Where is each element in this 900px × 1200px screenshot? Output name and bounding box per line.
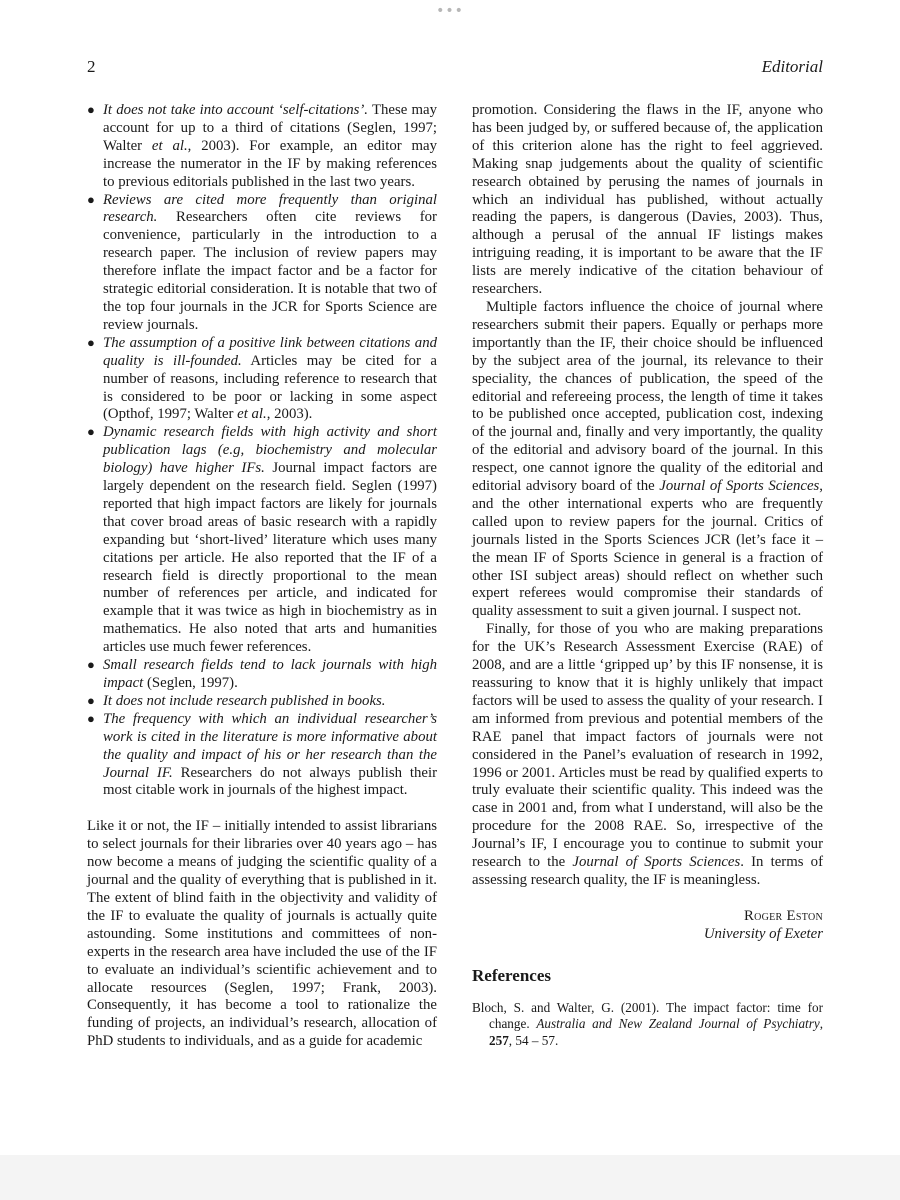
bullet-dot-icon: ● <box>87 191 95 207</box>
bullet-dot-icon: ● <box>87 102 95 117</box>
running-head: Editorial <box>761 57 823 76</box>
list-item: ● The frequency with which an individual researcher’s work is cited in the literature is more informative about the quality and impact of his or her research than the Journal IF. Researchers do not always publish their most citable work in journals of the highest impact. <box>87 710 437 799</box>
left-column <box>87 102 437 1051</box>
bullet-dot-icon: ● <box>87 424 95 440</box>
body-paragraph: Finally, for those of you who are making preparations for the UK’s Research Assessment Exercise (RAE) of 2008, and are a little ‘gripped up’ by this IF nonsense, it is reassuring to know that it is highly unlikely that impact factors will be used to assess the quality of your research. I am informed from previous and potential members of the RAE panel that impact factors of journals were not considered in the Panel’s evaluation of research in 1992, 1996 or 2001. Articles must be read by qualified experts to truly evaluate their scientific quality. This indeed was the case in 2001 and, from what I understand, will also be the procedure for the 2008 RAE. So, irrespective of the Journal’s IF, I encourage you to continue to submit your research to the Journal of Sports Sciences. In terms of assessing research quality, the IF is meaningless. <box>472 621 824 888</box>
bullet-dot-icon: ● <box>87 692 95 708</box>
list-item: ● The assumption of a positive link between citations and quality is ill-founded. Articles may be cited for a number of reasons, including reference to research that is considered to be poor or lacking in some aspect (Opthof, 1997; Walter et al., 2003). <box>87 334 437 423</box>
viewer-bottom-bar <box>0 1155 900 1200</box>
bullet-dot-icon: ● <box>87 710 95 726</box>
bullet-list <box>87 102 437 800</box>
list-item: ● Dynamic research fields with high activity and short publication lags (e.g, biochemistry and molecular biology) have higher IFs. Journal impact factors are largely dependent on the research field. Seglen (1997) reported that high impact factors are likely for journals that cover broad areas of basic research with a rapidly expanding but ‘short-lived’ literature which uses many citations per article. He also reported that the IF of a research field is directly proportional to the mean number of references per article, and indicated for example that it was twice as high in biochemistry as in mathematics. He also noted that arts and humanities articles use much fewer references. <box>87 424 437 656</box>
page-number: 2 <box>87 57 96 76</box>
list-item: ● Reviews are cited more frequently than original research. Researchers often cite reviews for convenience, particularly in the introduction to a research paper. The inclusion of review papers may therefore inflate the impact factor and be a factor for strategic editorial consideration. It is notable that two of the top four journals in the JCR for Sports Science are review journals. <box>87 191 437 333</box>
body-paragraph: promotion. Considering the flaws in the IF, anyone who has been judged by, or suffered because of, the application of this criterion alone has the right to feel aggrieved. Making snap judgements about the quality of scientific research obtained by perusing the names of journals in which an individual has published, without actually reading the papers, is dangerous (Davies, 2003). Thus, although a perusal of the annual IF listings makes intriguing reading, it is important to be aware that the IF lists are merely indicative of the citation behaviour of researchers. <box>472 102 823 298</box>
journal-title: Journal of Sports Sciences <box>659 478 820 495</box>
list-item: ● It does not take into account ‘self-citations’. These may account for up to a third of citations (Seglen, 1997; Walter et al., 2003). For example, an editor may increase the numerator in the IF by making references to previous editorials published in the last two years. <box>87 102 438 190</box>
list-item: ● Small research fields tend to lack journals with high impact (Seglen, 1997). <box>87 657 437 691</box>
references-heading: References <box>472 965 551 985</box>
author-name: Roger Eston <box>743 907 823 924</box>
body-paragraph: Multiple factors influence the choice of journal where researchers submit their papers. Equally or perhaps more importantly than the IF, their choice should be influenced by the subject area of the journal, its relevance to their speciality, the chances of publication, the speed of the editorial and refereeing process, the length of time it takes to be published once accepted, publication cost, indexing of the journal and, finally and very importantly, the quality of the editorial and advisory board of the journal. In this respect, one cannot ignore the quality of the editorial and editorial advisory board of the Journal of Sports Sciences, and the other international experts who are frequently called upon to review papers for the journal. Critics of journals listed in the Sports Sciences JCR (let’s face it – the mean IF of Sports Science in general is a fraction of other ISI subject areas) should reflect on whether such expert referees would compromise their standards of quality assessment to suit a given journal. I suspect not. <box>472 298 823 620</box>
bullet-dot-icon: ● <box>87 334 95 350</box>
right-column <box>472 102 823 1049</box>
body-paragraph: Like it or not, the IF – initially intended to assist librarians to select journals for their libraries over 40 years ago – has now become a means of judging the scientific quality of a journal and the quality of everything that is published in it. The extent of blind faith in the objectivity and validity of the IF to evaluate the quality of journals is actually quite astounding. Some institutions and committees of non-experts in the research area have included the use of the IF to evaluate an individual’s scientific achievement and to allocate resources (Seglen, 1997; Frank, 2003). Consequently, it has become a tool to rationalize the funding of projects, an individual’s research, allocation of PhD students to individuals, and as a guide for academic <box>87 818 437 1050</box>
author-affiliation: University of Exeter <box>703 925 823 942</box>
bullet-dot-icon: ● <box>87 657 95 673</box>
list-item: ● It does not include research published in books. <box>87 692 386 709</box>
signature <box>472 908 823 944</box>
journal-title: Journal of Sports Sciences <box>572 854 741 871</box>
more-options-ellipsis-icon[interactable]: ••• <box>436 3 464 19</box>
reference-item: Bloch, S. and Walter, G. (2001). The impact factor: time for change. Australia and New Zealand Journal of Psychiatry, 257, 54 – 57. <box>472 999 823 1048</box>
